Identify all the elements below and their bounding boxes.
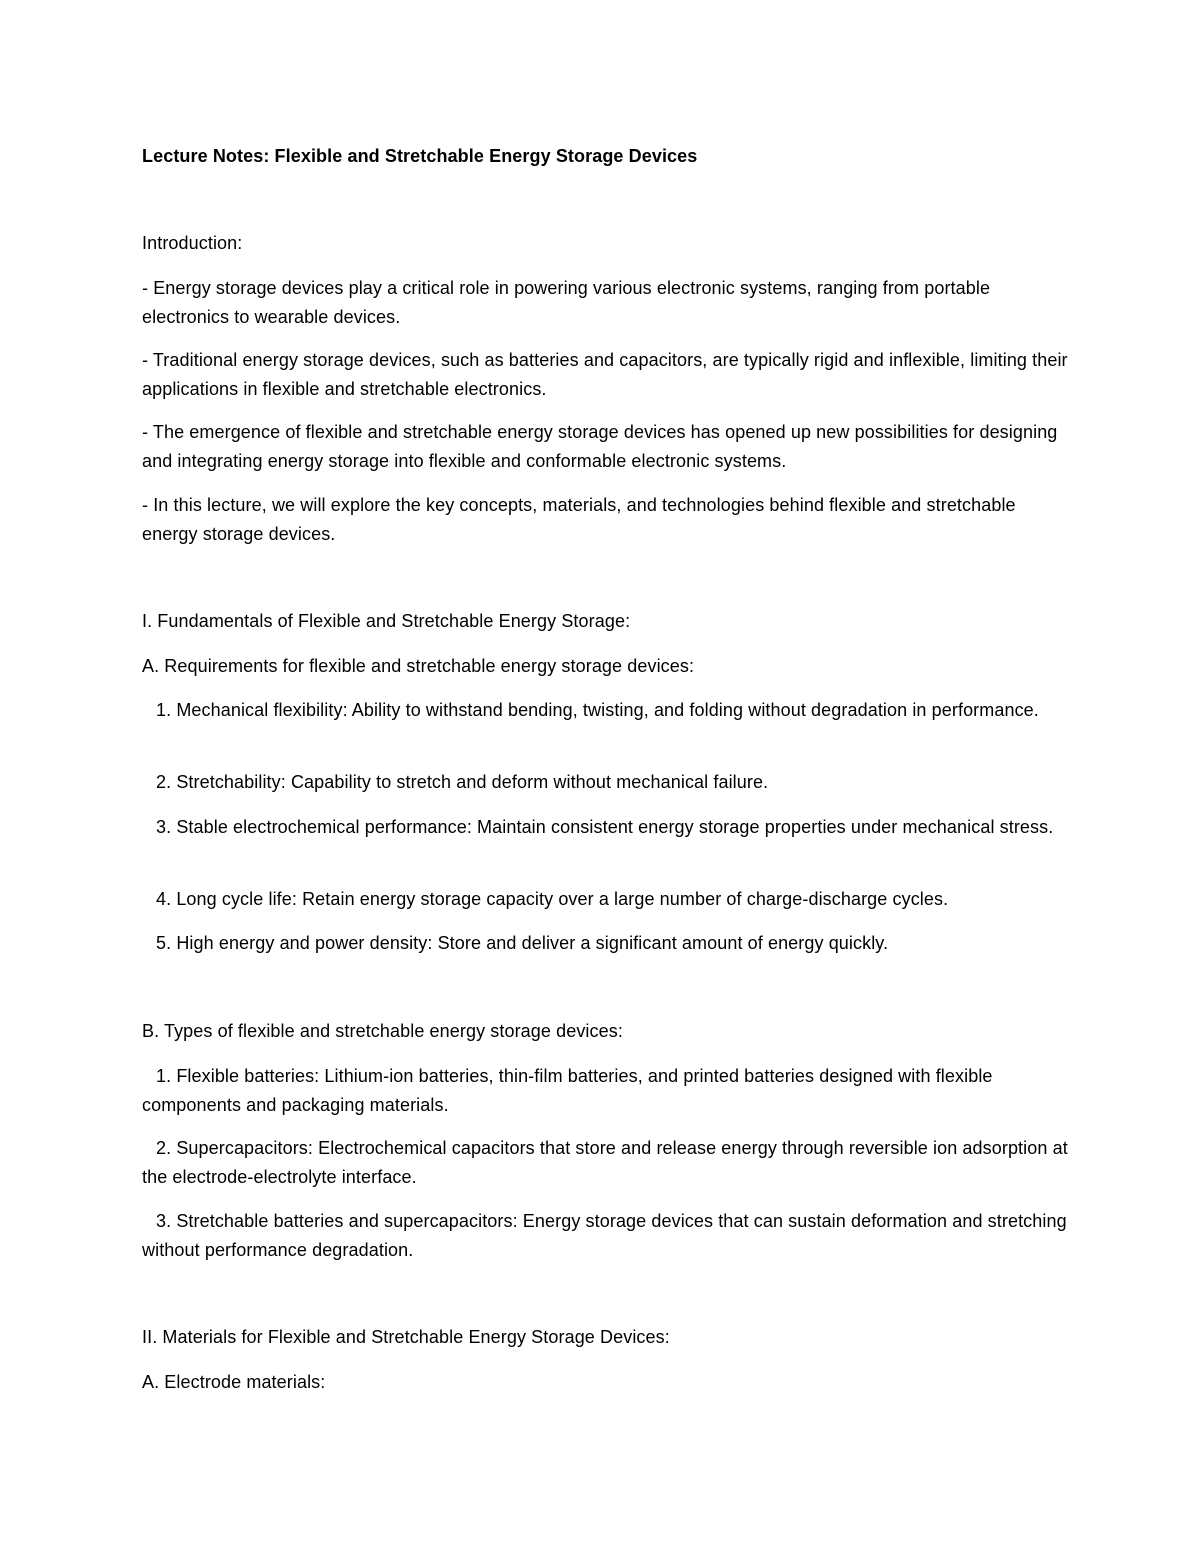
intro-bullet-4: - In this lecture, we will explore the key concepts, materials, and technologies behind flexible and stretchable energy storage devices. <box>142 495 1016 544</box>
requirement-item-4: 4. Long cycle life: Retain energy storage capacity over a large number of charge-discharge cycles. <box>156 889 949 909</box>
intro-bullet-1: - Energy storage devices play a critical role in powering various electronic systems, ranging from portable electronics to wearable devices. <box>142 278 991 327</box>
requirement-item-2: 2. Stretchability: Capability to stretch and deform without mechanical failure. <box>156 772 769 792</box>
intro-bullet-3: - The emergence of flexible and stretchable energy storage devices has opened up new possibilities for designing and integrating energy storage into flexible and conformable electronic systems. <box>142 422 1058 471</box>
type-item-1: 1. Flexible batteries: Lithium-ion batteries, thin-film batteries, and printed batteries designed with flexible components and packaging materials. <box>142 1066 993 1115</box>
requirement-item-5: 5. High energy and power density: Store and deliver a significant amount of energy quickly. <box>156 933 889 953</box>
type-item-3: 3. Stretchable batteries and supercapacitors: Energy storage devices that can sustain deformation and stretching without performance degradation. <box>142 1211 1067 1260</box>
section-1-heading: I. Fundamentals of Flexible and Stretchable Energy Storage: <box>142 611 631 631</box>
document-title: Lecture Notes: Flexible and Stretchable Energy Storage Devices <box>142 146 698 166</box>
requirement-item-1: 1. Mechanical flexibility: Ability to withstand bending, twisting, and folding without degradation in performance. <box>156 700 1039 720</box>
section-2a-heading: A. Electrode materials: <box>142 1372 326 1392</box>
section-2-heading: II. Materials for Flexible and Stretchable Energy Storage Devices: <box>142 1327 670 1347</box>
section-1a-heading: A. Requirements for flexible and stretchable energy storage devices: <box>142 656 695 676</box>
intro-bullet-2: - Traditional energy storage devices, such as batteries and capacitors, are typically rigid and inflexible, limiting their applications in flexible and stretchable electronics. <box>142 350 1068 399</box>
introduction-heading: Introduction: <box>142 233 243 253</box>
section-1b-heading: B. Types of flexible and stretchable energy storage devices: <box>142 1021 623 1041</box>
type-item-2: 2. Supercapacitors: Electrochemical capacitors that store and release energy through reversible ion adsorption at the electrode-electrolyte interface. <box>142 1138 1068 1187</box>
requirement-item-3: 3. Stable electrochemical performance: Maintain consistent energy storage properties under mechanical stress. <box>156 817 1054 837</box>
